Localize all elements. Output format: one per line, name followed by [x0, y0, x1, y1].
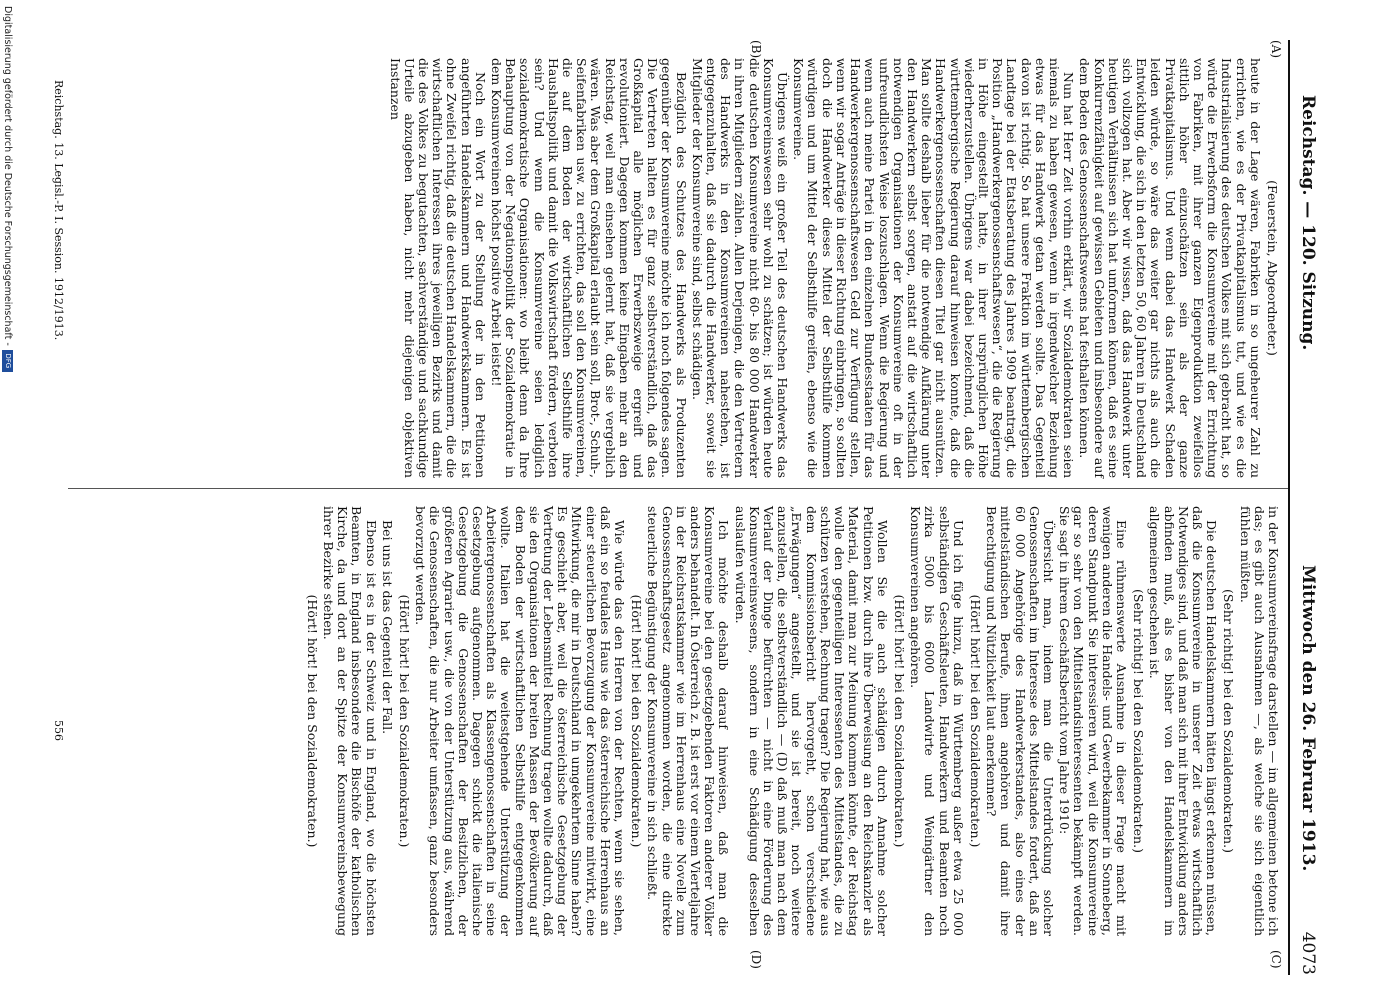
interjection: (Sehr richtig! bei den Sozialdemokraten.)	[1131, 589, 1147, 853]
paragraph: Übrigens weiß ein großer Teil des deutschen Handwerks das Konsumvereinswesen sehr wohl zu schätzen; ist würden heute die deutschen Konsumvereine nicht 60- bis 80 000 Handwerker in ihren Mitgliedern zählen. Allen Derjenigen, die den Vertretern des Handwerks in den Konsumvereinen nahestehen, ist entgegenzuhalten, daß sie dadurch die Handwerker, soweit sie Mitglieder der Konsumvereine sind, selbst schädigen.	[689, 58, 791, 478]
interjection: (Hört! hört! bei den Sozialdemokraten.)	[967, 594, 983, 848]
paragraph: Nun hat Herr Zeit vorhin erklärt, wir Sozialdemokraten seien niemals zu haben gewesen, wenn in irgendwelcher Beziehung etwas für das Handwerk getan werden sollte. Das Gegenteil davon ist richtig. So hat unsere Fraktion im württembergischen Landtage bei der Etatsberatung des Jahres 1909 beantragt, die Position „Handwerkergenossenschaftswesen“, die die Regierung in Höhe eingestellt hatte, in ihrer ursprünglichen Höhe wiederherzustellen. Übrigens war dabei bezeichnend, daß die württembergische Regierung darauf hinweisen konnte, daß die Handwerkergenossenschaften diesen Titel gar nicht ausnützen. Man sollte deshalb lieber für die notwendige Aufklärung unter den Handwerkern selbst sorgen, anstatt auf die wirtschaftlich notwendigen Organisationen der Konsumvereine oft in der unfreundlichsten Weise loszuschlagen. Wenn die Regierung und wenn auch meine Partei in den einzelnen Bundesstaaten für das Handwerkergenossenschaftswesen Geld zur Verfügung stellen, wenn wir sogar Anträge in dieser Richtung einbringen, so sollten doch die Handwerker dieses Mittel der Selbsthilfe kommen würdigen und um Mittel der Selbsthilfe greifen, ebenso wie die Konsumvereine.	[791, 58, 1077, 478]
margin-mark-d: (D)	[749, 950, 763, 969]
paragraph: Und ich füge hinzu, daß in Württemberg außer etwa 25 000 selbständigen Geschäftsleuten, Handwerkern und Beamten noch zirka 5000 bis 6000 Landwirte und Weingärtner den Konsumvereinen angehören.	[908, 506, 966, 936]
paragraph: Noch ein Wort zu der Stellung der in den Petitionen angeführten Handelskammern und Handwerkskammern. Es ist ohne Zweifel richtig, daß die deutschen Handelskammern, die die wirtschaftlichen Interessen ihres jeweiligen Bezirks und damit die des Volkes zu begutachten, sachverständige und sachkundige Urteile abzugeben haben, nicht mehr diejenigen objektiven Instanzen	[387, 58, 488, 478]
paragraph: Ebenso ist es in der Schweiz und in England, wo die höchsten Beamten, in England insbesondere die Bischöfe der katholischen Kirche, da und dort an der Spitze der Konsumvereinsbewegung ihrer Bezirke stehen.	[321, 506, 379, 936]
interjection: (Hört! hört! bei den Sozialdemokraten.)	[891, 594, 907, 848]
page-header	[1288, 40, 1328, 975]
page-number: 4073	[1298, 931, 1318, 975]
paragraph: Die deutschen Handelskammern hätten längst erkennen müssen, daß die Konsumvereine in unserer Zeit etwas wirtschaftlich Notwendiges sind, und daß man sich mit ihrer Entwicklung anders abfinden muß, als es bisher von den Handelskammern im allgemeinen geschehen ist.	[1147, 506, 1220, 936]
header-left: Reichstag. — 120. Sitzung.	[1298, 95, 1318, 351]
dfg-logo-icon: DFG	[2, 350, 13, 372]
paragraph: Ich möchte deshalb darauf hinweisen, daß man die Konsumvereine bei den gesetzgebenden Faktoren anderer Völker anders behandelt. In Österreich z. B. ist erst vor einem Vierteljahre in der Reichsratskammer wie im Herrenhaus eine Novelle zum Genossenschaftsgesetz angenommen worden, die eine direkte steuerliche Begünstigung der Konsumvereine in sich schließt.	[645, 506, 732, 936]
footer-session: Reichstag. 13. Legisl.-P. I. Session. 1912/1913.	[52, 80, 65, 341]
margin-mark-b: (B)	[749, 40, 763, 59]
interjection: (Hört! hört! bei den Sozialdemokraten.)	[304, 594, 320, 848]
interjection: (Hört! hört! bei den Sozialdemokraten.)	[397, 594, 413, 848]
interjection: (Sehr richtig! bei den Sozialdemokraten.)	[1221, 589, 1237, 853]
header-rule	[1288, 40, 1290, 975]
margin-mark-a: (A)	[1269, 40, 1283, 59]
paragraph: Wollen Sie die auch schädigen durch Annahme solcher Petitionen bzw. durch ihre Überweisung an den Reichskanzler als Material, damit man zur Meinung kommen könnte, der Reichstag wolle den gegenteiligen Interessenten des Mittelstandes, die zu schützen verstehen, Rechnung tragen? Die Regierung hat, wie aus dem Kommissionsbericht hervorgeht, schon verschiedene „Erwägungen“ angestellt, und sie ist bereit, noch weitere anzustellen, die selbstverständlich — (D) daß muß man nach dem Verlauf der Dinge befürchten — nicht in eine Förderung des Konsumvereinswesens, sondern in eine Schädigung desselben auslaufen würden.	[732, 506, 890, 936]
paragraph: Bei uns ist das Gegenteil der Fall.	[379, 520, 395, 735]
left-column	[385, 58, 1280, 478]
header-right: Mittwoch den 26. Februar 1913.	[1298, 565, 1318, 872]
paragraph: Bezüglich des Schutzes des Handwerks als Produzenten gegenüber der Konsumvereine möchte ich noch folgendes sagen. Die Vertreten halten es für ganz selbstverständlich, daß das Großkapital alle möglichen Erwerbszweige ergreift und revolutioniert. Dagegen kommen keine Eingaben mehr an den Reichstag, weil man einsehen gelernt hat, daß sie vergeblich wären. Was aber dem Großkapital erlaubt sein soll, Brot-, Schuh-, Seifenfabriken usw. zu errichten, das soll den Konsumvereinen, die auf dem Boden der wirtschaftlichen Selbsthilfe ihre Haushaltspolitik und damit die Volkswirtschaft fördern, verboten sein? Und wenn die Konsumvereine seien lediglich sozialdemokratische Organisationen: wo bleibt denn da Ihre Behauptung von der Negationspolitik der Sozialdemokratie in dem Konsumvereinen höchst positive Arbeit leistet!	[489, 58, 689, 478]
quotation: Übersicht man, indem man die Unterdrückung solcher Genossenschaften im Interesse des Mittelstandes fordert, daß an 60 000 Angehörige des Handwerkerstandes, also eines der mittelständischen Berufe, ihnen angehören und damit ihre Berechtigung und Nützlichkeit laut anerkennen?	[984, 506, 1056, 936]
paragraph: in der Konsumvereinsfrage darstellen — im allgemeinen betone ich das; es gibt auch Ausnahmen —, als welche sie sich eigentlich fühlen müßten.	[1237, 506, 1281, 936]
speaker-line: (Feuerstein, Abgeordneter.)	[1265, 180, 1280, 356]
paragraph: Wie würde das den Herren von der Rechten, wenn sie sehen, daß ein so feudales Haus wie das österreichische Herrenhaus an einer steuerlichen Bevorzugung der Konsumvereine mitwirkt, eine Mitwirkung, die mir in Deutschland in umgekehrtem Sinne haben? Es geschieht aber, weil die österreichische Gesetzgebung der Vertretung der Lebensmittel Rechnung tragen wollte dadurch, daß sie den Organisationen der breiten Massen der Bevölkerung auf dem Boden der wirtschaftlichen Selbsthilfe entgegenkommen wollte. Italien hat die weitestgehende Unterstützung der Arbeitergenossenschaften als Klassengenossenschaften in seine Gesetzgebung aufgenommen. Dagegen schickt die italienische Gesetzgebung die Genossenschaften der Besitzlichen, der größeren Agrarier usw., die von der Unterstützung aus, während die Genossenschaften, die nur Arbeiter umfassen, ganz besonders bevorzugt werden.	[413, 506, 628, 936]
side-credit	[0, 0, 18, 1000]
paragraph: Eine rühmenswerte Ausnahme in dieser Frage macht mit wenigen anderen die Handels- und Gewerbekammer in Sonneberg, deren Standpunkt Sie interessieren wird, weil die Konsumvereine gar so sehr von den Mittelstandsinteressenten bekämpft werden. Sie sagt in ihrem Geschäftsbericht vom Jahre 1910:	[1057, 506, 1129, 936]
footer-number: 556	[52, 720, 65, 741]
paragraph: heute in der Lage wären, Fabriken in so ungeheurer Zahl zu errichten, wie es der Privatkapitalismus tut, und wie es die Industrialisierung des deutschen Volkes mit sich gebracht hat, so würde die Erwerbsform die Konsumvereine mit der Errichtung von Fabriken, mit ihrer ganzen Eigenproduktion zweifellos sittlich höher einzuschätzen sein als der ganze Privatkapitalismus. Und wenn dabei das Handwerk Schaden leiden würde, so wäre das weiter gar nichts als auch die Entwicklung, die sich in den letzten 50, 60 Jahren in Deutschland sich vollzogen hat. Aber wir wissen, daß das Handwerk unter heutigen Verhältnissen sich hat umformen können, daß es seine Konkurrenzfähigkeit auf gewissen Gebieten und insbesondere auf dem Boden des Genossenschaftswesens hat festhalten können.	[1077, 58, 1263, 478]
credit-text: Digitalisierung gefördert durch die Deutsche Forschungsgemeinschaft -	[2, 6, 13, 346]
right-column	[302, 506, 1280, 936]
interjection: (Hört! hört! bei den Sozialdemokraten.)	[629, 594, 645, 848]
column-divider	[68, 488, 1288, 489]
margin-mark-c: (C)	[1269, 950, 1283, 969]
